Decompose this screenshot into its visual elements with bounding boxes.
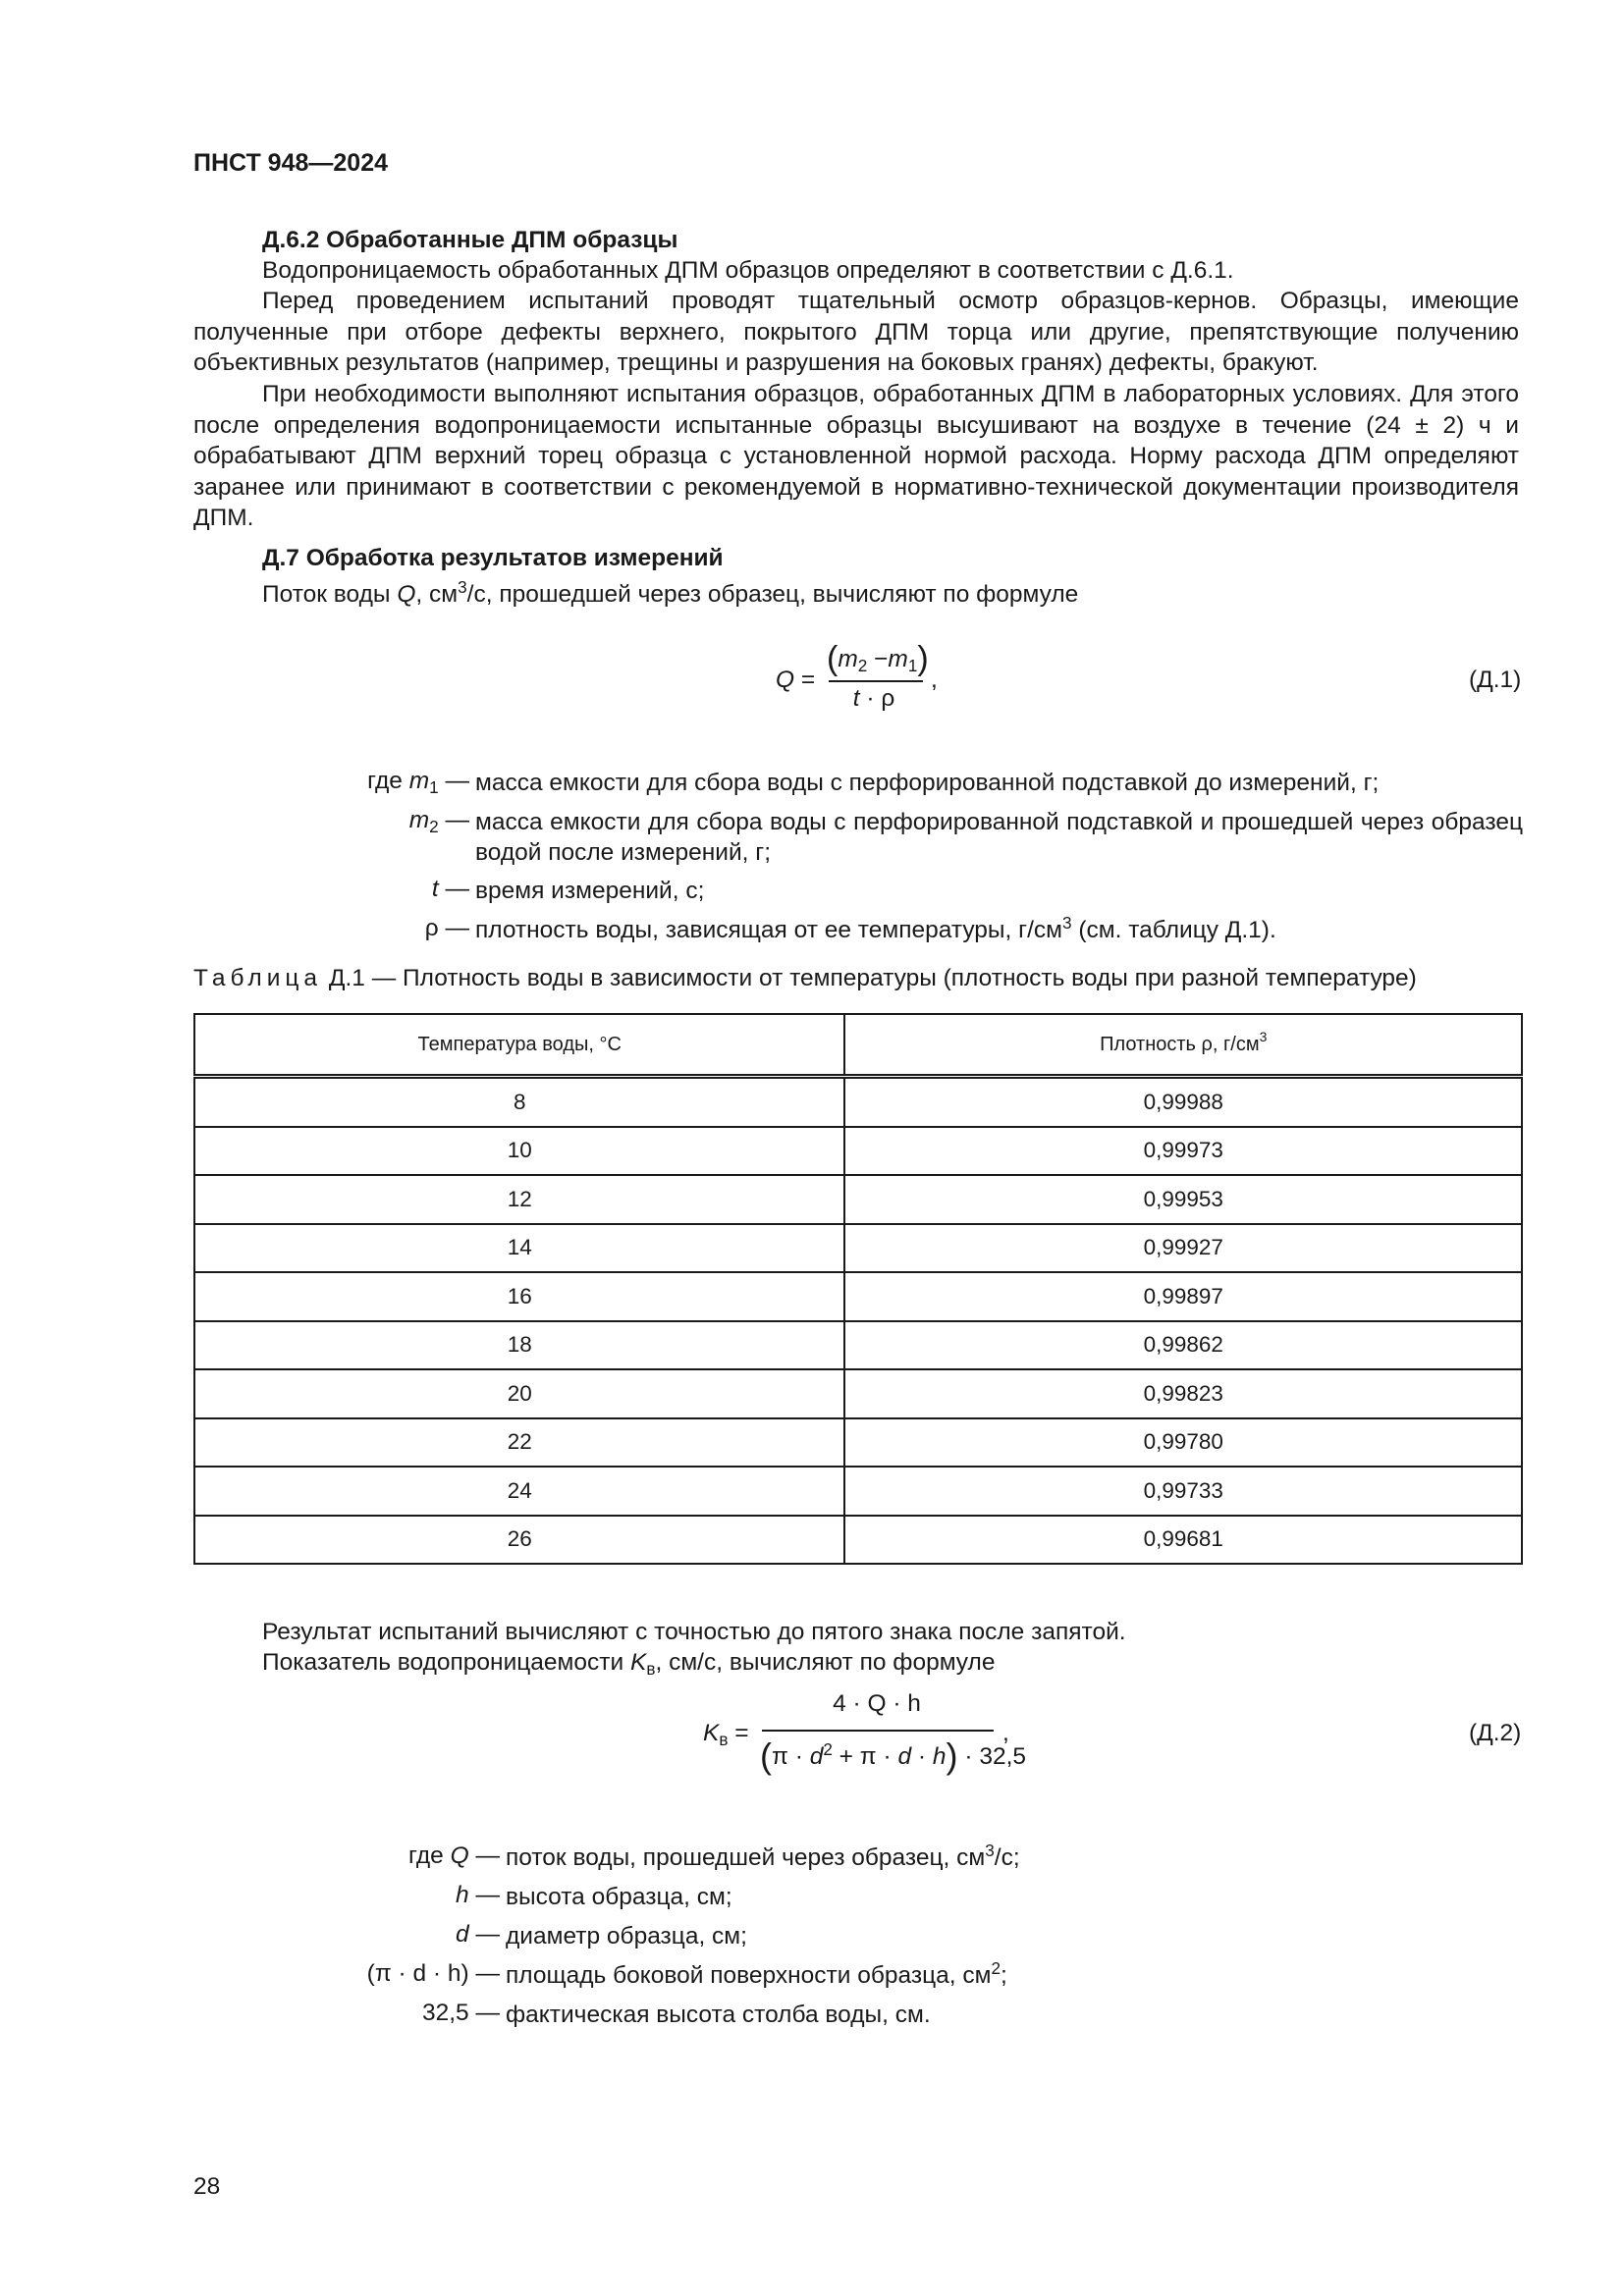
paragraph: При необходимости выполняют испытания образцов, обработанных ДПМ в лабораторных условиях. Для этого после определения водопроницаемости испытанные образцы высушивают на воздухе в течение (24 ± 2) ч и обрабатывают ДПМ верхний торец образца с установленной нормой расхода. Норму расхода ДПМ определяют заранее или принимают в соответствии с рекомендуемой в нормативно-технической документации производителя ДПМ.	[193, 381, 1519, 531]
where-list-1	[193, 768, 1523, 944]
where-text: высота образца, см;	[506, 1884, 732, 1910]
table-row: 20 0,99823	[194, 1369, 1522, 1418]
formula-d1-denominator: t · ρ	[852, 685, 895, 712]
section-heading-d7: Д.7 Обработка результатов измерений	[262, 545, 724, 571]
where-label: где Q —	[408, 1842, 500, 1869]
where-text: масса емкости для сбора воды с перфорированной подставкой и прошедшей через образец водой после измерений, г;	[475, 809, 1523, 866]
table-row: 12 0,99953	[194, 1175, 1522, 1224]
where-label: 32,5 —	[422, 2000, 500, 2026]
where-label: ρ —	[424, 915, 469, 941]
paragraph-kv-intro: Показатель водопроницаемости $K_в$, см/с, вычисляют по формуле	[262, 1649, 996, 1679]
density-table	[193, 1013, 1523, 1565]
paragraph: Водопроницаемость обработанных ДПМ образцов определяют в соответствии с Д.6.1.	[262, 257, 1234, 284]
section-heading-d62: Д.6.2 Обработанные ДПМ образцы	[262, 227, 678, 253]
formula-d2-numerator: 4 · Q · h	[833, 1690, 921, 1717]
where-text: диаметр образца, см;	[506, 1923, 747, 1949]
equation-number-d1: (Д.1)	[1469, 667, 1522, 693]
fraction-bar	[762, 1730, 994, 1732]
paragraph: Результат испытаний вычисляют с точностью до пятого знака после запятой.	[262, 1619, 1126, 1645]
formula-d2: $K_в$ = 4 · Q · h $(\pi \cdot d^2 + \pi \cdot d \cdot h) \cdot 32,5$ ,	[703, 1690, 1027, 1776]
formula-d2-denominator: $(\pi \cdot d^2 + \pi \cdot d \cdot h) \cdot 32,5$	[760, 1735, 1027, 1776]
formula-d1: Q = $(m_2 -m_1)$ t · ρ ,	[776, 640, 938, 712]
equation-number-d2: (Д.2)	[1469, 1720, 1522, 1746]
table-row: 26 0,99681	[194, 1516, 1522, 1565]
where-label: (π · d · h) —	[366, 1960, 500, 1987]
table-row: 14 0,99927	[194, 1224, 1522, 1273]
column-header-temperature: Температура воды, °С	[194, 1014, 844, 1077]
paragraph-flow-intro: Поток воды Q, $см^3/с$, прошедшей через образец, вычисляют по формуле	[262, 577, 1079, 608]
page-number: 28	[193, 2173, 221, 2200]
formula-d1-numerator: $(m_2 -m_1)$	[827, 640, 929, 677]
where-text: площадь боковой поверхности образца, $см^2$;	[506, 1958, 1007, 1989]
table-row: 10 0,99973	[194, 1127, 1522, 1176]
where-label: где $m_1$ —	[367, 768, 469, 797]
table-caption: Таблица Д.1 — Плотность воды в зависимости от температуры (плотность воды при разной температуре)	[193, 965, 1417, 991]
where-text: масса емкости для сбора воды с перфорированной подставкой до измерений, г;	[475, 770, 1380, 796]
column-header-density: Плотность ρ, $г/см^3$	[844, 1014, 1522, 1077]
where-label: h —	[456, 1882, 500, 1908]
table-row: 24 0,99733	[194, 1467, 1522, 1516]
document-header: ПНСТ 948—2024	[193, 149, 388, 177]
where-list-2	[193, 1842, 1523, 2029]
where-label: d —	[456, 1921, 500, 1948]
where-text: фактическая высота столба воды, см.	[506, 2002, 931, 2028]
table-row: 18 0,99862	[194, 1321, 1522, 1370]
fraction-bar	[829, 680, 923, 682]
table-row: 16 0,99897	[194, 1272, 1522, 1321]
where-text: время измерений, с;	[475, 878, 705, 904]
where-label: t —	[431, 876, 469, 902]
where-text: плотность воды, зависящая от ее температуры, $г/см^3$ (см. таблицу Д.1).	[475, 913, 1276, 943]
where-label: $m_2$ —	[408, 807, 469, 836]
table-row: 22 0,99780	[194, 1418, 1522, 1468]
table-row: 8 0,99988	[194, 1077, 1522, 1127]
where-text: поток воды, прошедшей через образец, $см^3/с$;	[506, 1841, 1020, 1871]
paragraph: Перед проведением испытаний проводят тщательный осмотр образцов-кернов. Образцы, имеющие полученные при отборе дефекты верхнего, покрытого ДПМ торца или другие, препятствующие получению объективных результатов (например, трещины и разрушения на боковых гранях) дефекты, бракуют.	[193, 288, 1519, 376]
